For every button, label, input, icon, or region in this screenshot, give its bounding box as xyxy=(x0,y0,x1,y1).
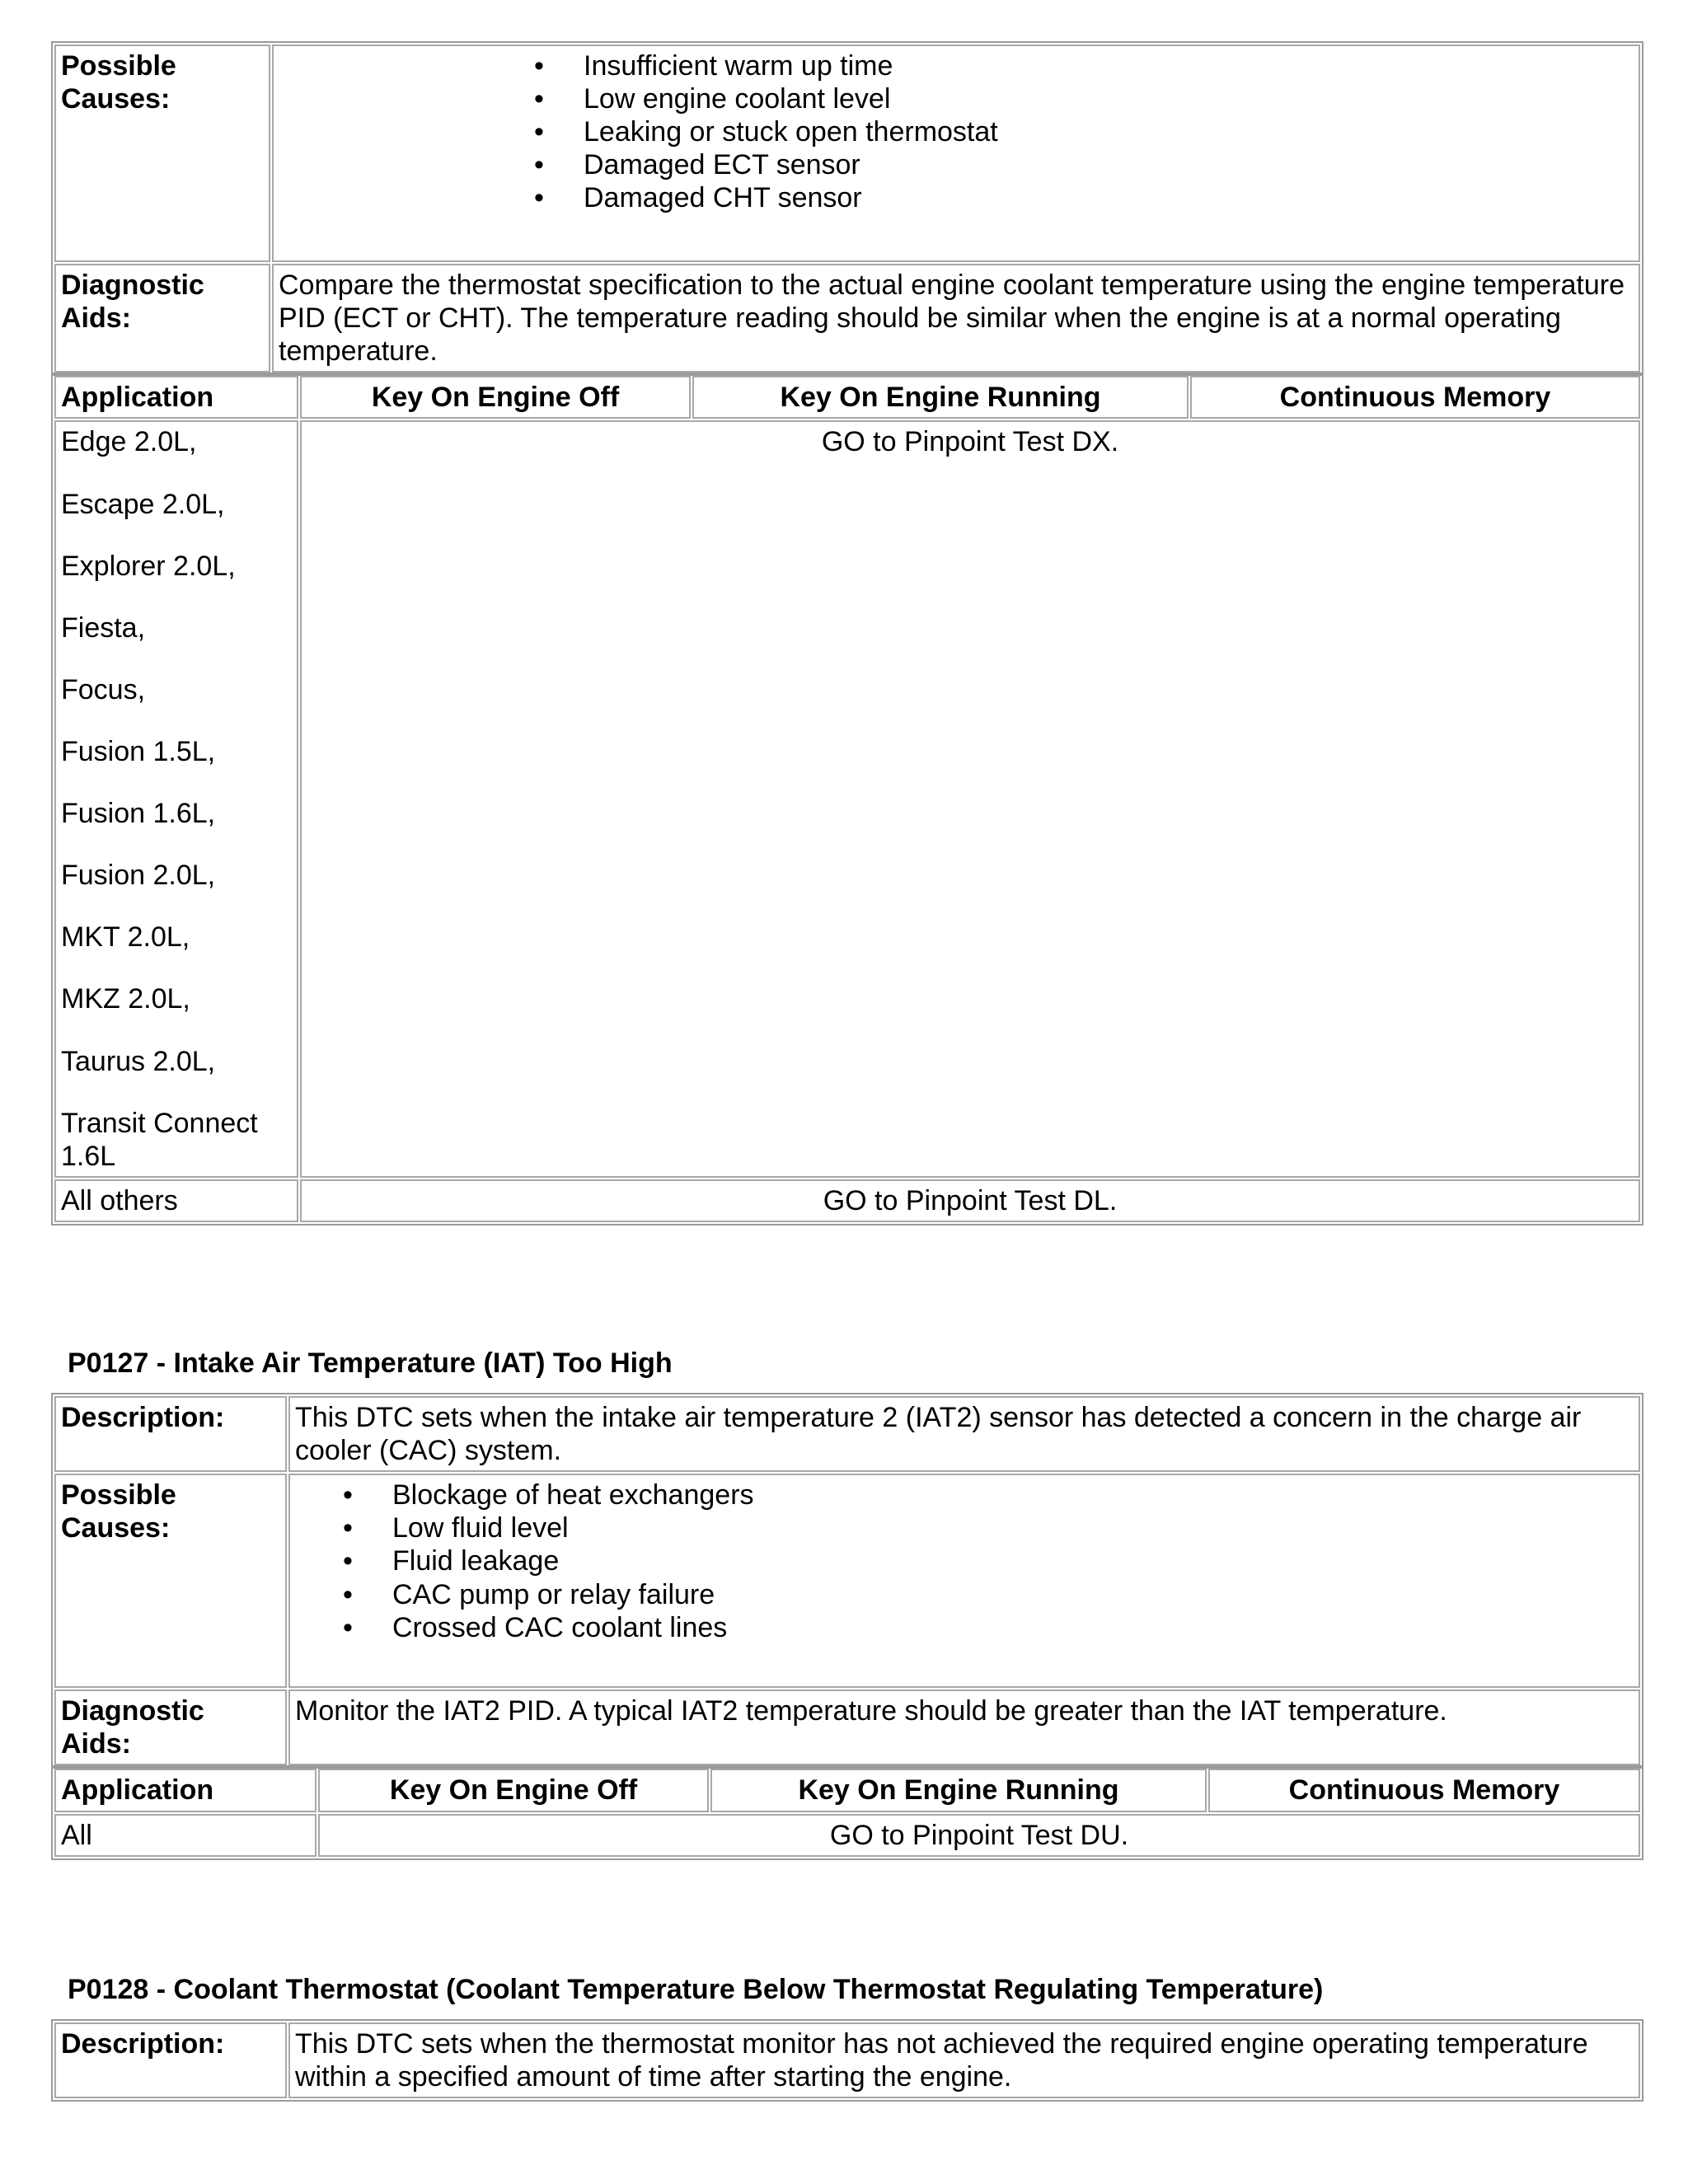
application-others-action: GO to Pinpoint Test DL. xyxy=(300,1179,1640,1222)
bullet-icon: • xyxy=(534,182,544,214)
p0128-description-label: Description: xyxy=(54,2022,287,2098)
p0127-header-continuous-memory: Continuous Memory xyxy=(1208,1769,1640,1811)
p0127-possible-cause-item xyxy=(343,1578,1634,1611)
p0127-all-label: All xyxy=(54,1814,316,1857)
application-item: MKT 2.0L, xyxy=(61,921,190,954)
possible-causes-row xyxy=(54,45,1640,262)
application-list-cell xyxy=(54,420,298,1177)
application-table xyxy=(51,373,1643,1226)
application-action: GO to Pinpoint Test DX. xyxy=(300,420,1640,1177)
possible-cause-text: Leaking or stuck open thermostat xyxy=(584,116,998,148)
p0127-possible-cause-text: Blockage of heat exchangers xyxy=(392,1479,754,1511)
application-item: Focus, xyxy=(61,673,146,705)
application-item: Explorer 2.0L, xyxy=(61,550,236,582)
p0128-block xyxy=(51,2019,1643,2102)
p0127-all-action: GO to Pinpoint Test DU. xyxy=(318,1814,1640,1857)
p0127-possible-cause-text: Fluid leakage xyxy=(392,1545,560,1577)
possible-cause-text: Damaged ECT sensor xyxy=(584,149,860,181)
p0127-possible-cause-text: CAC pump or relay failure xyxy=(392,1578,715,1610)
p0127-info-table xyxy=(51,1393,1643,1769)
p0127-possible-cause-item xyxy=(343,1479,1634,1511)
p0127-header-koeo: Key On Engine Off xyxy=(318,1769,709,1811)
p0127-possible-causes-cell xyxy=(288,1474,1640,1688)
p0127-header-koer: Key On Engine Running xyxy=(710,1769,1207,1811)
application-others-row xyxy=(54,1179,1640,1222)
application-item: MKZ 2.0L, xyxy=(61,983,190,1015)
application-item: Fusion 2.0L, xyxy=(61,860,216,892)
bullet-icon: • xyxy=(343,1512,353,1544)
p0127-header-row xyxy=(54,1769,1640,1811)
header-koeo: Key On Engine Off xyxy=(300,376,691,419)
p0127-block xyxy=(51,1393,1643,1860)
application-row xyxy=(54,420,1640,1177)
header-application: Application xyxy=(54,376,298,419)
p0127-possible-causes-row xyxy=(54,1474,1640,1688)
causes-aids-table xyxy=(51,41,1643,376)
application-item: Fusion 1.6L, xyxy=(61,798,216,830)
diagnostic-aids-label: Diagnostic Aids: xyxy=(54,264,270,373)
p0127-possible-cause-item xyxy=(343,1544,1634,1577)
possible-cause-item xyxy=(534,148,1634,181)
bullet-icon: • xyxy=(343,1479,353,1511)
possible-cause-item xyxy=(534,115,1634,148)
possible-cause-text: Insufficient warm up time xyxy=(584,50,893,82)
p0127-all-row xyxy=(54,1814,1640,1857)
application-item: Escape 2.0L, xyxy=(61,488,225,520)
p0127-application-table xyxy=(51,1765,1643,1859)
application-item: Edge 2.0L, xyxy=(61,426,197,458)
bullet-icon: • xyxy=(343,1611,353,1643)
header-koer: Key On Engine Running xyxy=(692,376,1189,419)
diagnostic-aids-text: Compare the thermostat specification to the actual engine coolant temperature using the engine temperature PID (ECT or CHT). The temperature reading should be similar when the engine is at a normal operating temperature. xyxy=(272,264,1640,373)
application-item: Transit Connect 1.6L xyxy=(61,1107,258,1172)
application-item: Taurus 2.0L, xyxy=(61,1045,216,1077)
p0127-description-row xyxy=(54,1396,1640,1472)
p0128-title: P0128 - Coolant Thermostat (Coolant Temperature Below Thermostat Regulating Temperature) xyxy=(68,1974,1324,2005)
application-others-label: All others xyxy=(54,1179,298,1222)
p0127-possible-cause-text: Crossed CAC coolant lines xyxy=(392,1611,728,1643)
application-item: Fusion 1.5L, xyxy=(61,735,216,767)
p0127-title: P0127 - Intake Air Temperature (IAT) Too High xyxy=(68,1347,673,1379)
p0127-possible-cause-item xyxy=(343,1511,1634,1544)
p0128-description-row xyxy=(54,2022,1640,2098)
p0127-possible-cause-text: Low fluid level xyxy=(392,1512,569,1544)
p0127-header-application: Application xyxy=(54,1769,316,1811)
p0127-diagnostic-aids-label: Diagnostic Aids: xyxy=(54,1690,287,1765)
application-header-row xyxy=(54,376,1640,419)
possible-cause-item xyxy=(534,82,1634,115)
header-continuous-memory: Continuous Memory xyxy=(1190,376,1640,419)
p0127-diagnostic-aids-text: Monitor the IAT2 PID. A typical IAT2 temperature should be greater than the IAT temperature. xyxy=(288,1690,1640,1765)
p0127-possible-causes-label: Possible Causes: xyxy=(54,1474,287,1688)
block1 xyxy=(51,41,1643,1226)
possible-cause-text: Damaged CHT sensor xyxy=(584,182,862,214)
application-item: Fiesta, xyxy=(61,612,146,644)
bullet-icon: • xyxy=(343,1578,353,1610)
p0128-description-text: This DTC sets when the thermostat monitor has not achieved the required engine operating temperature within a specified amount of time after starting the engine. xyxy=(288,2022,1640,2098)
p0127-possible-cause-item xyxy=(343,1611,1634,1644)
bullet-icon: • xyxy=(343,1545,353,1577)
p0128-info-table xyxy=(51,2019,1643,2102)
possible-causes-list-cell xyxy=(272,45,1640,262)
possible-cause-text: Low engine coolant level xyxy=(584,83,891,115)
possible-cause-item xyxy=(534,181,1634,214)
p0127-possible-causes-list xyxy=(295,1479,1634,1644)
diagnostic-aids-row xyxy=(54,264,1640,373)
bullet-icon: • xyxy=(534,149,544,181)
application-list xyxy=(61,425,292,1172)
possible-causes-list xyxy=(279,49,1634,215)
p0127-diagnostic-aids-row xyxy=(54,1690,1640,1765)
p0127-description-text: This DTC sets when the intake air temperature 2 (IAT2) sensor has detected a concern in the charge air cooler (CAC) system. xyxy=(288,1396,1640,1472)
bullet-icon: • xyxy=(534,116,544,148)
p0127-description-label: Description: xyxy=(54,1396,287,1472)
possible-causes-label: Possible Causes: xyxy=(54,45,270,262)
possible-cause-item xyxy=(534,49,1634,82)
bullet-icon: • xyxy=(534,83,544,115)
bullet-icon: • xyxy=(534,50,544,82)
